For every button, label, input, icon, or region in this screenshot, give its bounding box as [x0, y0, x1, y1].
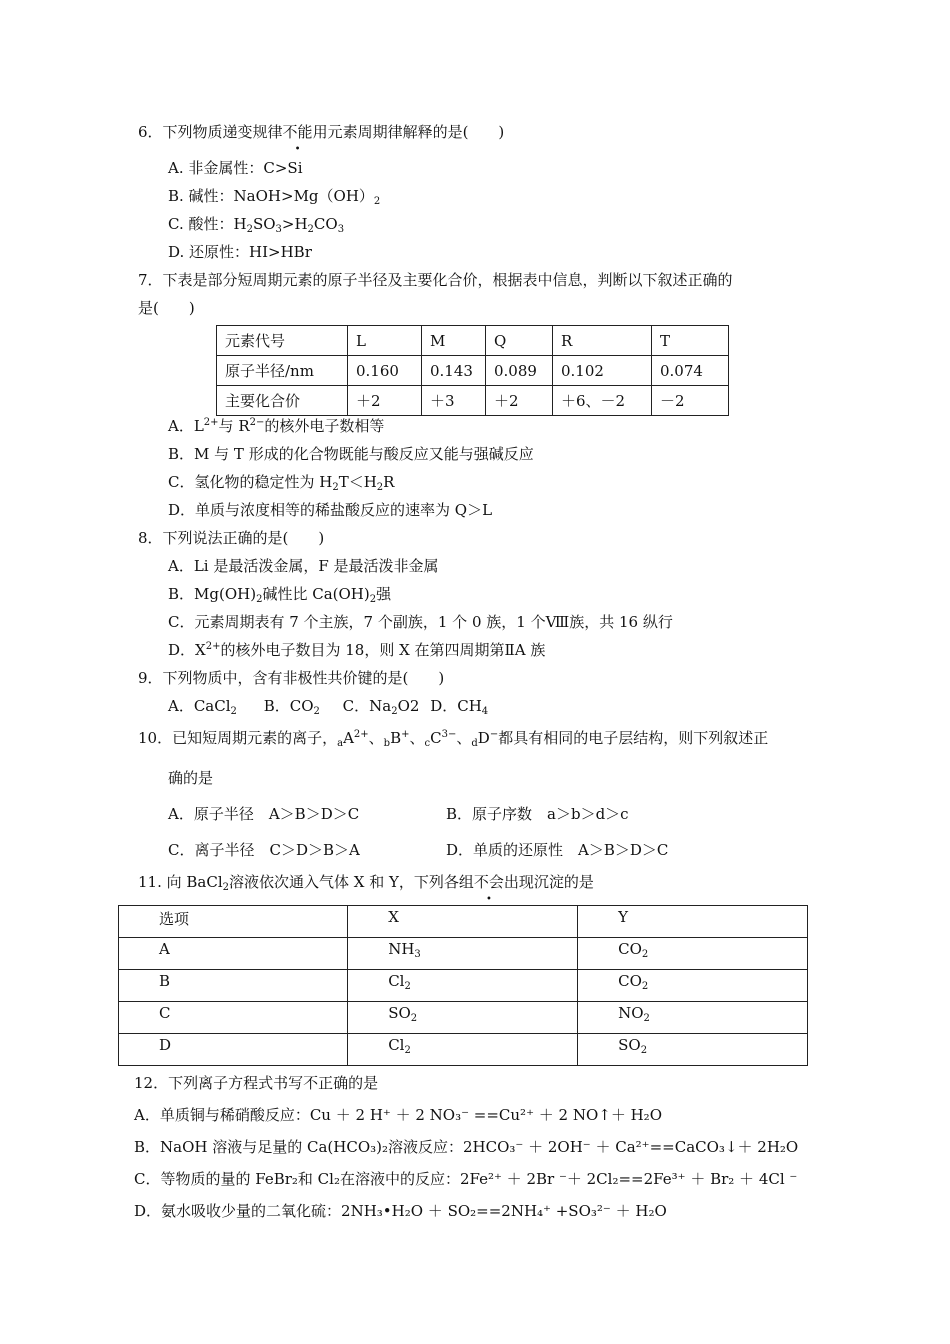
table-cell: M — [422, 326, 486, 356]
q10-option-c: C．离子半径 C＞D＞B＞A — [168, 841, 360, 859]
table-cell: X — [348, 906, 578, 938]
q6-option-b — [168, 186, 380, 206]
q6-option-d: D. 还原性：HI>HBr — [168, 243, 312, 261]
table-cell: ＋3 — [422, 386, 486, 416]
cell-sub: 2 — [640, 1045, 648, 1056]
q10-option-d: D．单质的还原性 A＞B＞D＞C — [446, 841, 669, 859]
q9-b-sub: 2 — [313, 706, 320, 717]
q8-b-t2: 碱性比 Ca(OH) — [262, 585, 370, 603]
q10-b-ion: B — [390, 729, 402, 747]
q8-option-d — [168, 640, 545, 660]
table-cell — [348, 970, 578, 1002]
q8-d-sup: 2+ — [205, 641, 221, 652]
table-cell: 元素代号 — [217, 326, 348, 356]
table-cell: ＋2 — [348, 386, 422, 416]
cell-sub: 2 — [410, 1013, 418, 1024]
table-cell: Y — [578, 906, 808, 938]
q10-a-ion: A — [343, 729, 354, 747]
q9-c: C．Na — [342, 697, 392, 715]
table-cell — [348, 1034, 578, 1066]
q7-c-s2: 2 — [376, 482, 384, 493]
table-cell: C — [119, 1002, 348, 1034]
q9-c-t2: O2 — [397, 697, 420, 715]
q7-option-d: D．单质与浓度相等的稀盐酸反应的速率为 Q＞L — [168, 501, 493, 519]
q8-b-s1: 2 — [256, 594, 263, 605]
q9-options — [168, 696, 488, 716]
q8-b-t1: B．Mg(OH) — [168, 585, 257, 603]
table-row — [119, 938, 808, 970]
q7-a-sup1: 2+ — [203, 417, 219, 428]
table-cell: A — [119, 938, 348, 970]
q12-option-a: A．单质铜与稀硝酸反应：Cu ＋ 2 H⁺ ＋ 2 NO₃⁻ ==Cu²⁺ ＋ 2 NO↑＋ H₂O — [134, 1106, 662, 1124]
q6-c-s3: 2 — [307, 224, 314, 235]
q7-option-a — [168, 416, 384, 436]
q9-d: D．CH — [430, 697, 482, 715]
q7-stem-line2: 是( ) — [138, 299, 195, 317]
cell-text: SO — [388, 1004, 411, 1022]
table-cell — [578, 1002, 808, 1034]
cell-sub: 2 — [404, 981, 411, 992]
q7-c-t1: C．氢化物的稳定性为 H — [168, 473, 333, 491]
q10-stem-t2: 都具有相同的电子层结构，则下列叙述正 — [498, 729, 769, 747]
q7-a-t2: 与 R — [218, 417, 250, 435]
cell-sub: 2 — [641, 981, 649, 992]
cell-text: CO — [618, 972, 642, 990]
q7-a-t1: A．L — [168, 417, 204, 435]
table-cell: ＋6、－2 — [553, 386, 652, 416]
q7-option-c — [168, 472, 394, 492]
table-cell: －2 — [652, 386, 729, 416]
q6-c-t1: C. 酸性：H — [168, 215, 247, 233]
q11-stem — [138, 872, 594, 892]
table-cell: R — [553, 326, 652, 356]
table-row — [217, 326, 729, 356]
cell-sub: 2 — [404, 1045, 411, 1056]
q8-stem: 8．下列说法正确的是( ) — [138, 529, 325, 547]
q6-c-s4: 3 — [337, 224, 345, 235]
q8-d-t2: 的核外电子数目为 18，则 X 在第四周期第ⅡA 族 — [220, 641, 546, 659]
table-cell: ＋2 — [486, 386, 553, 416]
q7-a-t3: 的核外电子数相等 — [264, 417, 385, 435]
table-cell: 0.143 — [422, 356, 486, 386]
cell-sub: 2 — [643, 1013, 650, 1024]
table-cell: 0.089 — [486, 356, 553, 386]
table-row — [119, 906, 808, 938]
q7-option-b: B．M 与 T 形成的化合物既能与酸反应又能与强碱反应 — [168, 445, 534, 463]
q7-c-t3: R — [383, 473, 395, 491]
q12-option-c: C．等物质的量的 FeBr₂和 Cl₂在溶液中的反应：2Fe²⁺ ＋ 2Br ⁻＋ 2Cl₂==2Fe³⁺ ＋ Br₂ ＋ 4Cl ⁻ — [134, 1170, 798, 1188]
cell-text: SO — [618, 1036, 641, 1054]
q6-c-s1: 2 — [246, 224, 253, 235]
table-row — [217, 386, 729, 416]
q7-a-sup2: 2− — [249, 417, 265, 428]
table-cell — [578, 938, 808, 970]
q10-option-a: A．原子半径 A＞B＞D＞C — [168, 805, 360, 823]
q10-d-ion: D — [477, 729, 490, 747]
q9-b: B．CO — [263, 697, 314, 715]
cell-text: NO — [618, 1004, 644, 1022]
table-row — [119, 1002, 808, 1034]
q10-option-b: B．原子序数 a＞b＞d＞c — [446, 805, 629, 823]
q10-d-pre: d — [471, 738, 478, 749]
q6-stem — [138, 122, 504, 142]
q7-stem-line1: 7．下表是部分短周期元素的原子半径及主要化合价，根据表中信息，判断以下叙述正确的 — [138, 271, 733, 289]
table-row — [119, 1034, 808, 1066]
q9-d-sub: 4 — [481, 706, 489, 717]
q8-option-c: C．元素周期表有 7 个主族，7 个副族，1 个 0 族，1 个Ⅷ族，共 16 纵行 — [168, 613, 673, 631]
q6-stem-text: 6．下列物质递变规律 — [138, 123, 283, 141]
q11-stem-sub: 2 — [222, 882, 230, 893]
q6-c-t3: >H — [281, 215, 308, 233]
table-cell: D — [119, 1034, 348, 1066]
q12-option-d: D．氨水吸收少量的二氧化硫：2NH₃•H₂O ＋ SO₂==2NH₄⁺ +SO₃²⁻ ＋ H₂O — [134, 1202, 667, 1220]
table-cell: 0.074 — [652, 356, 729, 386]
table-cell: L — [348, 326, 422, 356]
table-cell: B — [119, 970, 348, 1002]
table-cell — [348, 1002, 578, 1034]
q6-c-t4: CO — [313, 215, 338, 233]
q6-emphasis: 不能 — [282, 123, 313, 141]
cell-sub: 3 — [414, 949, 421, 960]
cell-sub: 2 — [641, 949, 649, 960]
q8-option-b — [168, 584, 391, 604]
q11-emphasis: 不会 — [473, 873, 504, 891]
q11-table — [118, 905, 808, 1066]
q9-a-sub: 2 — [230, 706, 237, 717]
q10-b-chg: + — [401, 729, 410, 740]
table-cell — [348, 938, 578, 970]
q10-stem-line2: 确的是 — [168, 769, 214, 787]
q12-stem: 12．下列离子方程式书写不正确的是 — [134, 1074, 379, 1092]
table-cell: 0.102 — [553, 356, 652, 386]
q11-stem-t1: 11. 向 BaCl — [138, 873, 223, 891]
q10-stem-t1: 10．已知短周期元素的离子， — [138, 729, 338, 747]
q7-c-s1: 2 — [332, 482, 339, 493]
q8-b-t3: 强 — [376, 585, 392, 603]
q10-c-chg: 3− — [441, 729, 457, 740]
table-cell — [578, 1034, 808, 1066]
q9-c-sub: 2 — [391, 706, 398, 717]
q10-c-pre: c — [424, 738, 431, 749]
q6-emphasis-dots — [283, 123, 313, 141]
q8-b-s2: 2 — [369, 594, 377, 605]
q10-a-chg: 2+ — [353, 729, 369, 740]
table-cell: 原子半径/nm — [217, 356, 348, 386]
table-cell: 主要化合价 — [217, 386, 348, 416]
q8-option-a: A．Li 是最活泼金属，F 是最活泼非金属 — [168, 557, 439, 575]
q10-stem-line1: 10．已知短周期元素的离子，$_aA^{2+}$、$_b$B+、$_cC^{3-}$、$_d$D−都具有相同的电子层结构，则下列叙述正 — [138, 729, 769, 749]
q7-table — [216, 325, 729, 416]
table-cell — [578, 970, 808, 1002]
q11-stem-t3: 出现沉淀的是 — [503, 873, 594, 891]
q10-a-pre: a — [337, 738, 344, 749]
table-cell: T — [652, 326, 729, 356]
table-row — [217, 356, 729, 386]
q6-stem-text2: 用元素周期律解释的是( ) — [312, 123, 505, 141]
q6-c-s2: 3 — [275, 224, 282, 235]
q11-stem-t2: 溶液依次通入气体 X 和 Y，下列各组 — [229, 873, 474, 891]
cell-text: Cl — [388, 972, 405, 990]
table-cell: Q — [486, 326, 553, 356]
q12-option-b: B．NaOH 溶液与足量的 Ca(HCO₃)₂溶液反应：2HCO₃⁻ ＋ 2OH⁻ ＋ Ca²⁺==CaCO₃↓＋ 2H₂O — [134, 1138, 799, 1156]
q8-d-t1: D．X — [168, 641, 206, 659]
q9-stem: 9．下列物质中，含有非极性共价键的是( ) — [138, 669, 445, 687]
q6-b-text: B. 碱性：NaOH>Mg（OH） — [168, 187, 374, 205]
q6-b-sub: 2 — [373, 196, 381, 207]
cell-text: Cl — [388, 1036, 405, 1054]
q6-c-t2: SO — [252, 215, 276, 233]
cell-text: CO — [618, 940, 642, 958]
q10-d-chg: − — [489, 729, 499, 740]
table-row — [119, 970, 808, 1002]
table-cell: 0.160 — [348, 356, 422, 386]
q9-a: A．CaCl — [168, 697, 231, 715]
table-cell: 选项 — [119, 906, 348, 938]
q6-option-a: A. 非金属性：C>Si — [168, 159, 303, 177]
q6-option-c — [168, 214, 344, 234]
q10-b-pre: b — [383, 738, 391, 749]
cell-text: NH — [388, 940, 415, 958]
q10-c-ion: C — [430, 729, 442, 747]
q7-c-t2: T＜H — [338, 473, 377, 491]
